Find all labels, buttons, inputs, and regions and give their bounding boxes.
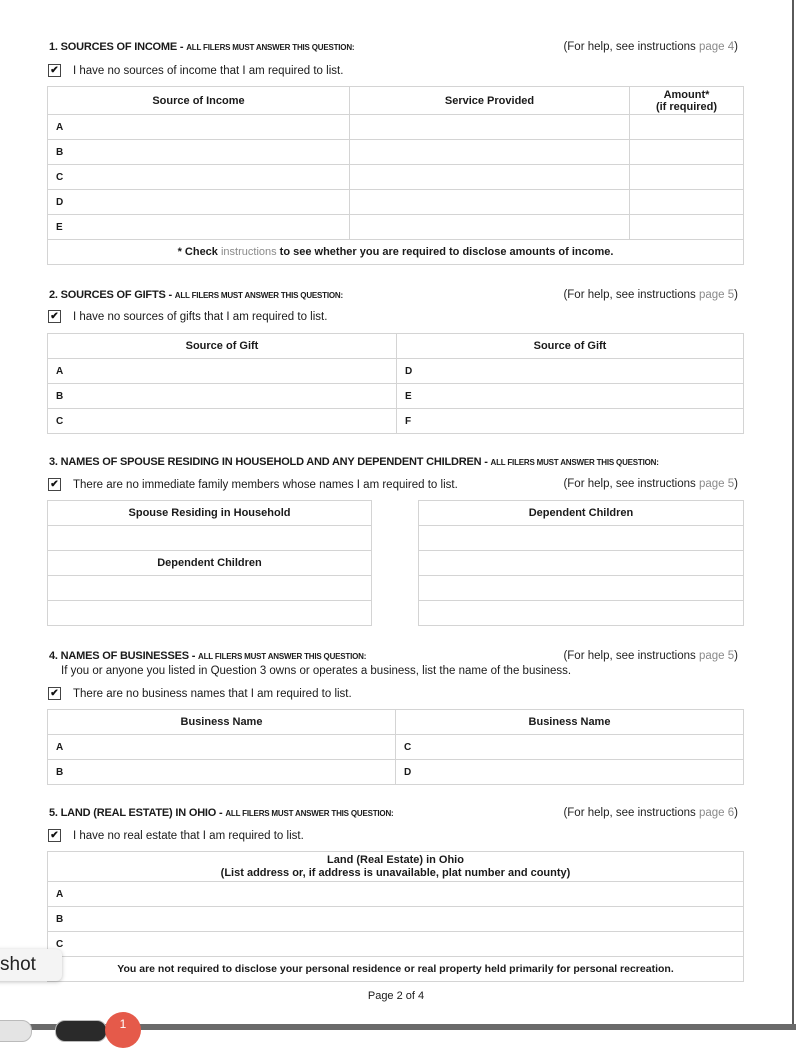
section-1-heading: [49, 41, 354, 53]
section-2-title: 2. SOURCES OF GIFTS -: [49, 289, 175, 301]
cell[interactable]: [419, 551, 744, 576]
tooltip-text: shot: [0, 954, 36, 975]
table-row[interactable]: [48, 384, 744, 409]
help-page-link[interactable]: page 5: [698, 650, 735, 662]
table-row[interactable]: [48, 576, 372, 601]
row-label[interactable]: D: [396, 760, 744, 785]
table-row[interactable]: [48, 409, 744, 434]
section-4-note: If you or anyone you listed in Question 3 owns or operates a business, list the name of the business.: [61, 665, 572, 677]
row-label[interactable]: C: [48, 409, 397, 434]
help-text: (For help, see instructions: [563, 41, 699, 53]
row-label[interactable]: D: [397, 359, 744, 384]
cell[interactable]: [350, 215, 630, 240]
dock-button[interactable]: [55, 1020, 107, 1042]
footnote-pre: * Check: [177, 246, 221, 258]
cell[interactable]: [419, 601, 744, 626]
help-text: (For help, see instructions: [563, 807, 699, 819]
help-page-link[interactable]: page 5: [698, 289, 735, 301]
table-row[interactable]: [48, 190, 744, 215]
section-5-heading: [49, 807, 393, 819]
section-3-help: [563, 478, 738, 490]
help-close: ): [734, 289, 738, 301]
help-page-link[interactable]: page 5: [698, 478, 735, 490]
help-page-link[interactable]: page 6: [698, 807, 735, 819]
section-4-heading: [49, 650, 366, 662]
col-header-amount: [630, 87, 744, 115]
gifts-table: [47, 333, 744, 434]
dependents-table: [418, 500, 744, 626]
row-label[interactable]: B: [48, 760, 396, 785]
row-label: C: [48, 165, 350, 190]
cell[interactable]: [48, 601, 372, 626]
instructions-link[interactable]: instructions: [220, 246, 277, 258]
row-label[interactable]: A: [48, 882, 744, 907]
checkbox-checked-icon[interactable]: ✔: [48, 64, 61, 77]
help-page-link[interactable]: page 4: [698, 41, 735, 53]
cell[interactable]: [419, 576, 744, 601]
income-table: [47, 86, 744, 265]
row-label[interactable]: B: [48, 907, 744, 932]
dock-button[interactable]: [0, 1020, 32, 1042]
section-2-heading: [49, 289, 343, 301]
section-1-help: [563, 41, 738, 53]
checkbox-label: I have no sources of gifts that I am required to list.: [73, 310, 328, 323]
cell[interactable]: [48, 576, 372, 601]
table-row[interactable]: [48, 115, 744, 140]
land-header: [48, 852, 744, 882]
help-close: ): [734, 478, 738, 490]
col-header: Source of Income: [48, 87, 350, 115]
checkbox-checked-icon[interactable]: ✔: [48, 687, 61, 700]
row-label: B: [48, 140, 350, 165]
table-row[interactable]: [48, 165, 744, 190]
section-5-checkbox-row[interactable]: [48, 829, 304, 842]
table-row[interactable]: [48, 359, 744, 384]
section-3-heading: [49, 456, 659, 468]
checkbox-label: There are no business names that I am required to list.: [73, 687, 352, 700]
table-row[interactable]: [48, 526, 372, 551]
help-text: (For help, see instructions: [563, 289, 699, 301]
land-header-line1: Land (Real Estate) in Ohio: [327, 853, 464, 866]
section-2-help: [563, 289, 738, 301]
cell[interactable]: [48, 526, 372, 551]
table-row[interactable]: [419, 601, 744, 626]
col-header: Dependent Children: [48, 551, 372, 576]
cell[interactable]: [630, 140, 744, 165]
section-2-checkbox-row[interactable]: [48, 310, 327, 323]
table-row[interactable]: [48, 735, 744, 760]
row-label: A: [48, 115, 350, 140]
cell[interactable]: [630, 215, 744, 240]
table-row[interactable]: [48, 882, 744, 907]
notification-badge[interactable]: [105, 1012, 141, 1048]
amount-label: Amount*: [663, 88, 710, 101]
table-row[interactable]: [48, 907, 744, 932]
cell[interactable]: [630, 190, 744, 215]
cell[interactable]: [419, 526, 744, 551]
footnote-post: to see whether you are required to disclose amounts of income.: [276, 246, 614, 258]
col-header: Business Name: [48, 710, 396, 735]
row-label[interactable]: C: [48, 932, 744, 957]
row-label: D: [48, 190, 350, 215]
row-label[interactable]: F: [397, 409, 744, 434]
help-text: (For help, see instructions: [563, 650, 699, 662]
cell[interactable]: [630, 165, 744, 190]
checkbox-checked-icon[interactable]: ✔: [48, 829, 61, 842]
section-1-subtitle: ALL FILERS MUST ANSWER THIS QUESTION:: [186, 43, 355, 52]
table-row[interactable]: [48, 932, 744, 957]
section-4-checkbox-row[interactable]: [48, 687, 352, 700]
help-close: ): [734, 807, 738, 819]
col-header: Business Name: [396, 710, 744, 735]
section-4-title: 4. NAMES OF BUSINESSES -: [49, 650, 199, 662]
help-close: ): [734, 650, 738, 662]
row-label: E: [48, 215, 350, 240]
table-row[interactable]: [48, 215, 744, 240]
section-5-help: [563, 807, 738, 819]
cell[interactable]: [350, 115, 630, 140]
cell[interactable]: [350, 140, 630, 165]
income-footnote: [48, 240, 744, 265]
row-label[interactable]: E: [397, 384, 744, 409]
row-label[interactable]: C: [396, 735, 744, 760]
section-1-checkbox-row[interactable]: [48, 64, 343, 77]
screenshot-tooltip: [0, 949, 62, 981]
table-row[interactable]: [48, 140, 744, 165]
section-2-subtitle: ALL FILERS MUST ANSWER THIS QUESTION:: [174, 291, 343, 300]
checkbox-label: There are no immediate family members whose names I am required to list.: [73, 478, 458, 491]
row-label[interactable]: A: [48, 359, 397, 384]
cell[interactable]: [350, 165, 630, 190]
help-close: ): [734, 41, 738, 53]
row-label[interactable]: A: [48, 735, 396, 760]
row-label[interactable]: B: [48, 384, 397, 409]
business-table: [47, 709, 744, 785]
col-header: Source of Gift: [397, 334, 744, 359]
table-row[interactable]: [48, 760, 744, 785]
page-number: Page 2 of 4: [367, 990, 425, 1002]
col-header: Source of Gift: [48, 334, 397, 359]
section-3-checkbox-row[interactable]: [48, 478, 458, 491]
section-3-subtitle: ALL FILERS MUST ANSWER THIS QUESTION:: [490, 458, 659, 467]
section-5-subtitle: ALL FILERS MUST ANSWER THIS QUESTION:: [225, 809, 394, 818]
table-row[interactable]: [48, 601, 372, 626]
badge-count: 1: [119, 1017, 127, 1031]
checkbox-label: I have no sources of income that I am required to list.: [73, 64, 344, 77]
land-table: [47, 851, 744, 982]
help-text: (For help, see instructions: [563, 478, 699, 490]
checkbox-checked-icon[interactable]: ✔: [48, 478, 61, 491]
checkbox-checked-icon[interactable]: ✔: [48, 310, 61, 323]
section-1-title: 1. SOURCES OF INCOME -: [49, 41, 187, 53]
section-3-title: 3. NAMES OF SPOUSE RESIDING IN HOUSEHOLD AND ANY DEPENDENT CHILDREN -: [49, 456, 491, 468]
table-row[interactable]: [419, 551, 744, 576]
table-row[interactable]: [419, 526, 744, 551]
col-header: Dependent Children: [419, 501, 744, 526]
cell[interactable]: [350, 190, 630, 215]
checkbox-label: I have no real estate that I am required to list.: [73, 829, 304, 842]
col-header: Spouse Residing in Household: [48, 501, 372, 526]
col-header: Service Provided: [350, 87, 630, 115]
land-footnote: You are not required to disclose your personal residence or real property held primarily for personal recreation.: [48, 957, 744, 982]
land-header-line2: (List address or, if address is unavailable, plat number and county): [220, 866, 571, 879]
section-4-subtitle: ALL FILERS MUST ANSWER THIS QUESTION:: [198, 652, 367, 661]
cell[interactable]: [630, 115, 744, 140]
table-row[interactable]: [419, 576, 744, 601]
section-4-help: [563, 650, 738, 662]
section-5-title: 5. LAND (REAL ESTATE) IN OHIO -: [49, 807, 226, 819]
spouse-table: [47, 500, 372, 626]
amount-sub-label: (if required): [655, 100, 718, 113]
